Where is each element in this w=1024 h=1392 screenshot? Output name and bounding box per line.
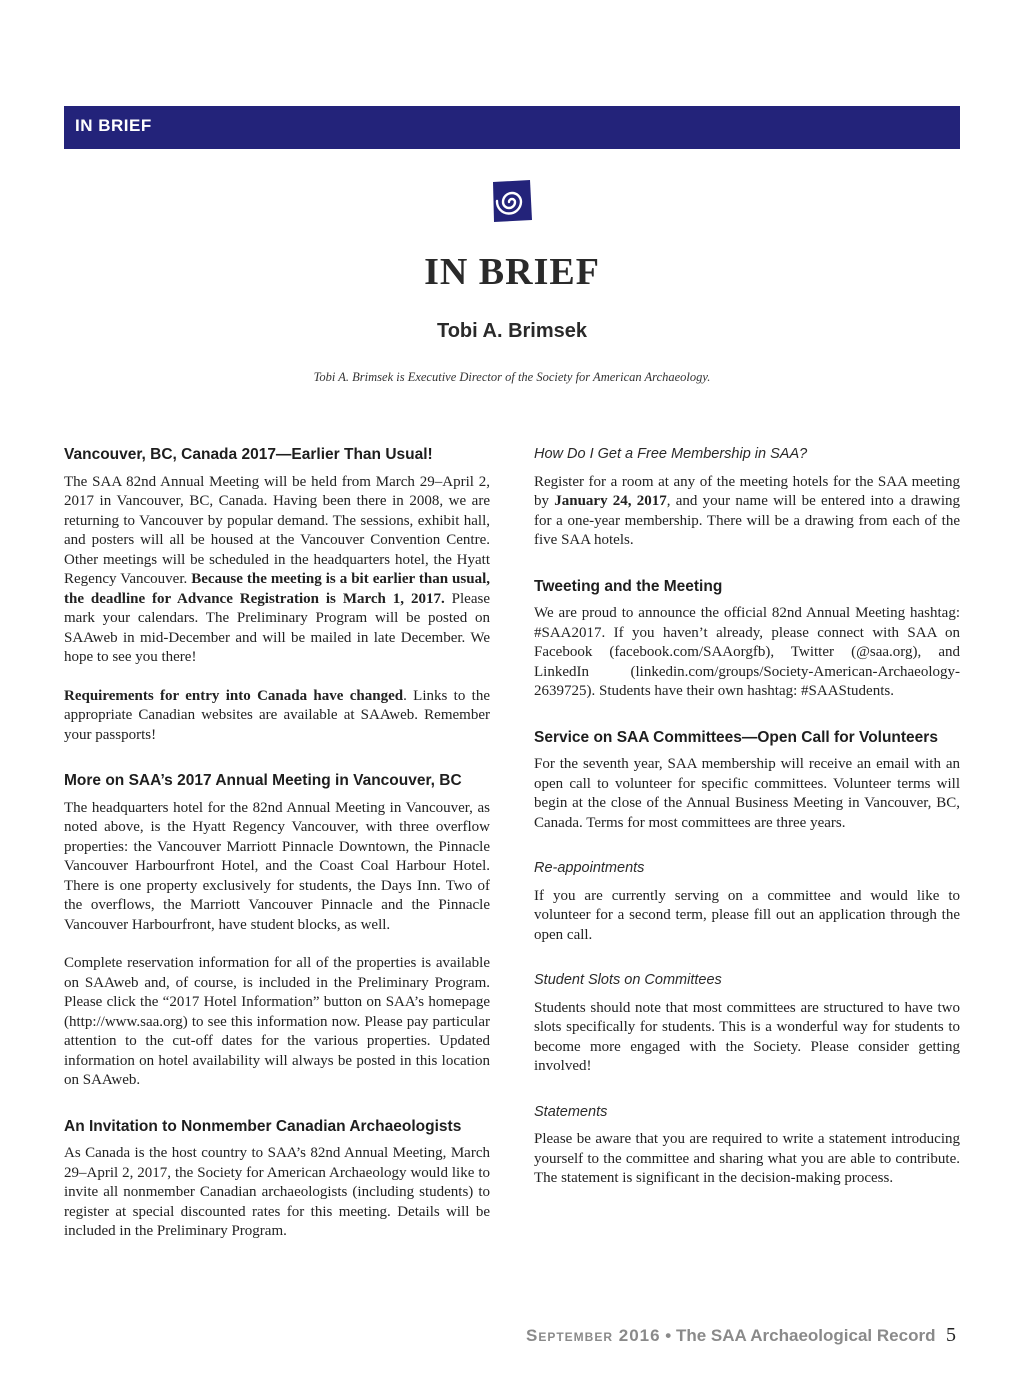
- paragraph: Requirements for entry into Canada have changed. Links to the appropriate Canadian websites are available at SAAweb. Remember your passports!: [64, 687, 490, 743]
- footer-date: September 2016: [526, 1326, 661, 1345]
- page-number: 5: [946, 1324, 956, 1346]
- paragraph: The headquarters hotel for the 82nd Annual Meeting in Vancouver, as noted above, is the Hyatt Regency Vancouver, with three overflow properties: the Vancouver Marriott Pinnacle Downtown, the Pinnacle Vancouver Harbourfront Hotel, and the Coast Coal Harbour Hotel. There is one property exclusively for students, the Days Inn. Two of the overflows, the Marriott Vancouver Pinnacle and the Pinnacle Vancouver Harbourfront, have student blocks, as well.: [64, 799, 490, 933]
- paragraph: For the seventh year, SAA membership will receive an email with an open call to volunteer for specific committees. Volunteer terms will begin at the close of the Annual Business Meeting in Vancouver, BC, Canada. Terms for most committees are three years.: [534, 756, 960, 831]
- subsection-heading: Student Slots on Committees: [534, 972, 722, 988]
- right-column: [534, 445, 960, 1189]
- paragraph: As Canada is the host country to SAA’s 82nd Annual Meeting, March 29–April 2, 2017, the Society for American Archaeology would like to invite all nonmember Canadian archaeologists (including students) to register at special discounted rates for this meeting. Details will be included in the Preliminary Program.: [64, 1145, 490, 1239]
- paragraph: We are proud to announce the official 82nd Annual Meeting hashtag: #SAA2017. If you haven’t already, please connect with SAA on Facebook (facebook.com/SAAorgfb), Twitter (@saa.org), and LinkedIn (linkedin.com/groups/Society-American-Archaeology-2639725). Students have their own hashtag: #SAAStudents.: [534, 605, 960, 699]
- spiral-icon: [490, 178, 534, 224]
- page-title: IN BRIEF: [424, 251, 600, 293]
- section-banner: [64, 106, 960, 149]
- author-name: Tobi A. Brimsek: [436, 320, 588, 342]
- section-heading: Tweeting and the Meeting: [534, 577, 723, 595]
- subsection-heading: Re-appointments: [534, 860, 645, 876]
- banner-label: IN BRIEF: [75, 116, 152, 135]
- paragraph: Register for a room at any of the meeting hotels for the SAA meeting by January 24, 2017, and your name will be entered into a drawing for a one-year membership. There will be a drawing from each of the five SAA hotels.: [534, 473, 961, 548]
- paragraph: Students should note that most committees are structured to have two slots specifically for students. This is a wonderful way for students to become more engaged with the Society. Please consider getting involved!: [534, 999, 960, 1074]
- paragraph: If you are currently serving on a committee and would like to volunteer for a second term, please fill out an application through the open call.: [534, 887, 960, 943]
- paragraph: Complete reservation information for all of the properties is available on SAAweb and, of course, is included in the Preliminary Program. Please click the “2017 Hotel Information” button on SAA’s homepage (http://www.saa.org) to see this information now. Please pay particular attention to the cut-off dates for the various properties. Updated information on hotel availability will always be posted in this location on SAAweb.: [64, 955, 490, 1088]
- paragraph: Please be aware that you are required to write a statement introducing yourself to the committee and sharing what you are able to contribute. The statement is significant in the decision-making process.: [534, 1131, 960, 1186]
- section-heading: More on SAA’s 2017 Annual Meeting in Vancouver, BC: [64, 772, 462, 789]
- left-column: [64, 445, 490, 1242]
- running-footer: [526, 1326, 935, 1346]
- subsection-heading: Statements: [534, 1103, 608, 1120]
- section-heading: Vancouver, BC, Canada 2017—Earlier Than Usual!: [64, 446, 433, 463]
- footer-publication: The SAA Archaeological Record: [675, 1326, 936, 1345]
- author-affiliation: Tobi A. Brimsek is Executive Director of the Society for American Archaeology.: [313, 370, 711, 384]
- footer-bullet: •: [665, 1326, 672, 1345]
- section-heading: An Invitation to Nonmember Canadian Archaeologists: [64, 1117, 462, 1135]
- section-heading: Service on SAA Committees—Open Call for Volunteers: [534, 728, 938, 746]
- paragraph: The SAA 82nd Annual Meeting will be held from March 29–April 2, 2017 in Vancouver, BC, Canada. Having been there in 2008, we are returning to Vancouver by popular demand. The sessions, exhibit hall, and posters will all be housed at the Vancouver Convention Centre. Other meetings will be scheduled in the headquarters hotel, the Hyatt Regency Vancouver. Because the meeting is a bit earlier than usual, the deadline for Advance Registration is March 1, 2017. Please mark your calendars. The Preliminary Program will be posted on SAAweb in mid-December and will be mailed in late December. We hope to see you there!: [64, 473, 490, 665]
- subsection-heading: How Do I Get a Free Membership in SAA?: [534, 446, 808, 462]
